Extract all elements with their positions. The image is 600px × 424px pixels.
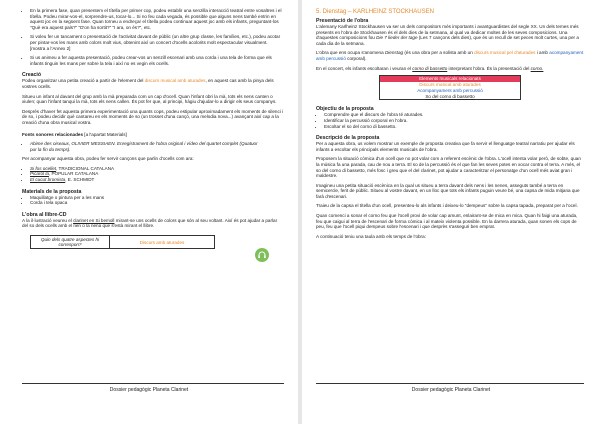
diagram-row: Discurs musical amb aturades bbox=[419, 81, 481, 87]
presentacio-text-end: (Les 7 cançons dels dies), que és un recull de set peces molt curtes, una per a cada dia de la setmana. bbox=[316, 35, 579, 46]
bullet-item: • En la primera fase, quan presentem el títella per primer cop, podeu establir una senzilla interacció teatral entre vosaltres i el títella. Podeu mirar-vos-el, sorprendre-us, tocar-lo... Si no feu cada vegada, és possible que alguns nens també entrin en aquest joc en la següent fase. Quan torneu a endreçar el títella podeu continuar aquest joc amb els infants, preguntant-los "Què era aquest pals?" "D'on ha sortit?" "I ara, on és?", etc. bbox=[30, 8, 284, 30]
llibre-text-end: mirant-se uns ocells de colors que són al seu voltant. Així és pot ajudar a parlar del so dels ocells amb el nen o la nena que s'està mirant el llibre. bbox=[22, 217, 278, 229]
material-item: • Maquillatge o pintura per a les mans bbox=[30, 195, 284, 201]
descripcio-paragraph: Quan comenci a sonar el corno feu que l'ocell provi de volar cap amunt, enlairant-se de mica en mica. Quan hi faigi una aturada, feu que caigui al terra de l'escenari de forma còmica i al mateix violenta possible. En la darrera aturada, quan sonen els cops de peu, feu que l'ocell piqui dempeus sobre l'escenari i que desprès s'asseguri ben emprat. bbox=[316, 213, 578, 230]
fonts-label: Fonts sonores relacionades bbox=[22, 131, 84, 137]
intro-bullet-list-3 bbox=[22, 55, 284, 66]
descripcio-paragraph: Traieu de la capsa el títella d'un ocell, presenteu-lo als infants i deixeu-lo "dempeus" sobre la capsa tapada, preparat per a l'ocel. bbox=[316, 203, 578, 209]
bullet-item: • Si voleu fer un tancament o presentació de l'activitat davant de públic (un altre grup classe, les famílies, etc.), podeu acotar per pintar-vos les mans amb colors molt vius, obtenint així un concert d'ocells acolorits molt espectacular visualment. [mostra a l'Annex 2] bbox=[30, 34, 284, 51]
headphones-icon bbox=[257, 250, 267, 260]
right-footer: Dossier pedagògic Planeta Clarinet bbox=[411, 387, 491, 393]
concert-italic: corno di bassetto bbox=[412, 65, 448, 71]
llibre-underlined: clarinet en Si bemoll bbox=[73, 217, 115, 223]
descripcio-paragraph: Proposem la situació còmica d'un ocell que no pot volar com a referent escènic de l'obra. L'ocell intenta volar però, de sobte, quan la música fa una parada, cau de nou a terra. El so de la percussió és el que fan les seves potes en xocar contra el terra. A més, el so del corno di bassetto, més fosc i greu que el del clarinet, pot ajudar a caracteritzar el personatge d'un ocell més aviat gran i maldestre. bbox=[316, 156, 581, 179]
dienstag-paragraph bbox=[316, 50, 584, 61]
presentacio-heading: Presentació de l'obra bbox=[316, 18, 369, 24]
presentacio-paragraph bbox=[316, 24, 584, 46]
dienstag-text-3: i amb bbox=[535, 50, 550, 56]
songs-list bbox=[22, 166, 284, 183]
presentacio-italic: Die 7 lieder der tage bbox=[376, 35, 418, 41]
objectiu-item: • Escoltar el so del corno di bassetto. bbox=[324, 124, 584, 130]
table-question: Quin dels quatre aspectes hi correspon? bbox=[31, 236, 110, 249]
materials-list bbox=[22, 195, 284, 206]
materials-heading: Materials de la proposta bbox=[22, 188, 82, 195]
creacio-paragraph-3: Després d'haver fet aquesta primera experimentació una quants cops, podeu estipular aproximadament els moments de silenci i de so, i podeu decidir què cantareu en els moments de so (un trosset d'una cançó, una melodia nova...) avançant així cap a la creació d'una obra musical vostra. bbox=[22, 108, 284, 125]
creacio-highlight: discurs musical amb aturades bbox=[144, 78, 206, 84]
bullet-item: • Si us animeu a fer aquesta presentació, podeu crear-vos un senzill escenari amb una corda i una tela de forma que els infants tinguin les mans per sobre la tela i així no es vegin els ocells. bbox=[30, 55, 284, 66]
left-footer: Dossier pedagògic Planeta Clarinet bbox=[109, 387, 189, 393]
creacio-text-end: , en aquest cas amb la pinya dels vostres ocells. bbox=[22, 78, 274, 89]
fonts-list bbox=[22, 141, 284, 152]
intro-bullet-list bbox=[22, 8, 284, 30]
right-page-content bbox=[316, 8, 584, 239]
concert-text: En el concert, els infants escoltaran i veuran el bbox=[316, 65, 413, 71]
creacio-heading: Creació bbox=[22, 72, 42, 79]
song-author: , E. SCHMIDT bbox=[65, 177, 95, 183]
material-item: • Corda i tela opaca bbox=[30, 200, 284, 206]
dienstag-text-end: corporal). bbox=[345, 55, 367, 61]
llibre-text: A la il·lustració veureu el bbox=[22, 217, 74, 223]
dienstag-italic: Dienstag bbox=[384, 50, 404, 56]
diagram-header: Elements musicals relacionats bbox=[380, 76, 520, 82]
right-page bbox=[302, 0, 600, 424]
diagram-row: So del corno di bassetto bbox=[425, 93, 475, 99]
aspect-table bbox=[30, 235, 215, 249]
fonts-bracket: [a l'apartat Materials] bbox=[83, 131, 127, 137]
objectiu-item: • Comprendre que el discurs de l'obra té aturades. bbox=[324, 112, 584, 118]
descripcio-paragraph: Imagineu una petita situació escènica en la qual us situeu a terra davant dels nens i les nenes, asseguts també a terra en semicercle, ferit de públic. Situeu al vostre davant, en un lloc que tots els infants puguin veure bé, una capsa de mida mitjana que farà d'escenari. bbox=[316, 182, 580, 199]
dienstag-text-2: (és una obra per a solista amb un bbox=[403, 50, 475, 56]
concert-text-2: interpretant l'obra. És la presentació del bbox=[447, 65, 531, 71]
song-title: Picarol la bbox=[30, 171, 49, 177]
fonts-item: • Abime des oiseaux, OLIVIER MESSIAEN. Enregistrament de l'obra original i vídeo del quartet complet (Quatuor pur la fin du temps). bbox=[30, 141, 260, 152]
bird-listening-icon bbox=[255, 248, 269, 262]
left-page bbox=[0, 0, 298, 424]
song-title: El cucut bromista bbox=[30, 177, 66, 183]
song-title: Si fos ocellet bbox=[30, 165, 57, 171]
presentacio-text: L'alemany Karlheinz Stockhausen va ser un dels compositors més importants i avantguardistes del segle XX. Un dels temes més presents en l'obra de Stockhausen és el dels dies de la setmana, al qual va dedicar moltes de les seves composicions. Una d'aquestes composicions fou bbox=[316, 24, 579, 41]
llibre-heading: L'obra al llibre-CD bbox=[22, 211, 67, 218]
musical-elements-box bbox=[379, 75, 521, 100]
descripcio-heading: Descripció de la proposta bbox=[316, 135, 380, 142]
table-answer: Discurs amb aturades bbox=[110, 236, 215, 249]
left-footer-rule bbox=[22, 383, 284, 384]
descripcio-paragraph: Per a aquesta obra, us volem mostrar un exemple de proposta creativa que fa servir el llenguatge teatral narratiu per ajudar els infants a escoltar els principals elements musicals de l'obra. bbox=[316, 141, 575, 152]
creacio-paragraph bbox=[22, 78, 284, 89]
dienstag-blue: acompanyament amb percussió bbox=[316, 50, 584, 61]
acompanyar-intro: Per acompanyar aquesta obra, podeu fer servir cançons que parlin d'ocells com ara: bbox=[22, 156, 194, 162]
song-author: , POPULAR CATALANA bbox=[48, 171, 99, 177]
song-author: , TRADICIONAL CATALANA bbox=[56, 165, 115, 171]
llibre-paragraph bbox=[22, 218, 284, 229]
intro-bullet-list-2 bbox=[22, 34, 284, 51]
concert-underlined: corno. bbox=[530, 65, 544, 71]
section-title: 5. Dienstag – KARLHEINZ STOCKHAUSEN bbox=[316, 9, 434, 15]
dienstag-text: L'obra que ens ocupa s'anomena bbox=[316, 50, 385, 56]
objectiu-heading: Objectiu de la proposta bbox=[316, 106, 374, 113]
objectiu-item: • Identificar la percussió corporal en l'obra. bbox=[324, 118, 584, 124]
creacio-paragraph-2: Situeu un infant al davant del grup amb la mà preparada com un cap d'ocell. Quan l'infant obri la mà, tots els nens canten o xiulen; quan l'infant tanqui la mà, tots els nens callen. És pot fer que, al principi, hàgiu d'ajudar-lo a dirigir els seus companys. bbox=[22, 93, 277, 105]
creacio-text: Podeu organitzar una petita creació a partir de l'element del bbox=[22, 78, 145, 84]
right-footer-rule bbox=[316, 383, 584, 384]
concert-paragraph bbox=[316, 66, 584, 72]
diagram-row: Acompanyament amb percussió bbox=[417, 87, 483, 93]
left-page-content bbox=[22, 8, 284, 249]
dienstag-orange: discurs musical pel d'aturades bbox=[474, 50, 536, 56]
descripcio-paragraph: A continuació teniu una taula amb els temps de l'obra: bbox=[316, 233, 426, 239]
objectius-list bbox=[316, 112, 584, 129]
